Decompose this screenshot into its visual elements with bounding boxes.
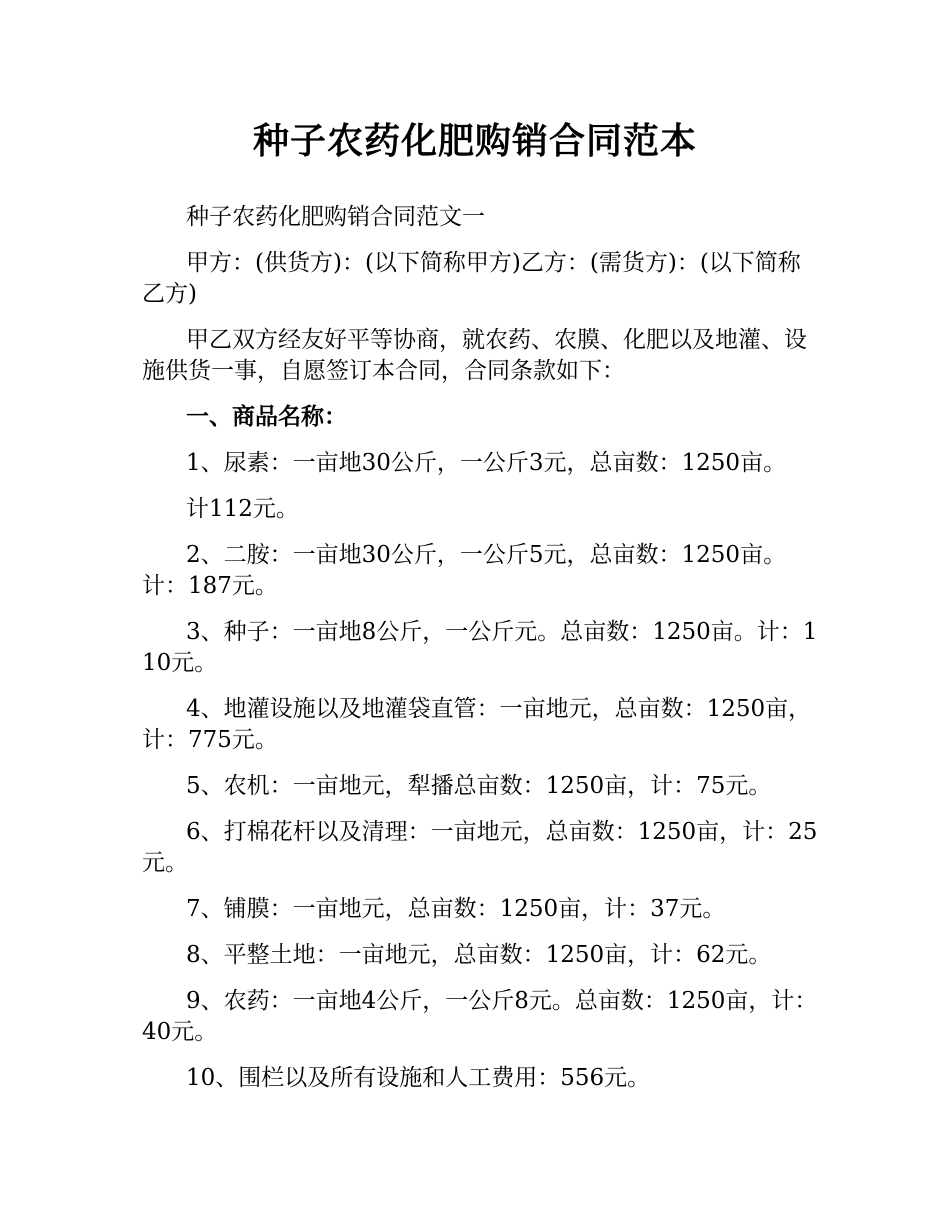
paragraph-parties: 甲方：(供货方)：(以下简称甲方)乙方：(需货方)：(以下简称乙方) [142, 250, 801, 307]
list-item: 2、二胺：一亩地30公斤，一公斤5元，总亩数：1250亩。计：187元。 [142, 542, 787, 599]
section-heading: 一、商品名称： [186, 404, 347, 430]
list-item: 5、农机：一亩地元，犁播总亩数：1250亩，计：75元。 [186, 773, 772, 799]
list-item: 3、种子：一亩地8公斤，一公斤元。总亩数：1250亩。计：110元。 [142, 619, 818, 676]
paragraph-subtitle: 种子农药化肥购销合同范文一 [186, 204, 485, 230]
list-item: 1、尿素：一亩地30公斤，一公斤3元，总亩数：1250亩。 [186, 450, 787, 476]
list-item: 9、农药：一亩地4公斤，一公斤8元。总亩数：1250亩，计：40元。 [142, 988, 818, 1045]
list-item: 8、平整土地：一亩地元，总亩数：1250亩，计：62元。 [186, 942, 772, 968]
list-item: 7、铺膜：一亩地元，总亩数：1250亩，计：37元。 [186, 896, 726, 922]
document-body [142, 202, 822, 1109]
document-title: 种子农药化肥购销合同范本 [252, 121, 697, 162]
list-item: 6、打棉花杆以及清理：一亩地元，总亩数：1250亩，计：25元。 [142, 819, 818, 876]
list-item: 10、围栏以及所有设施和人工费用：556元。 [186, 1065, 651, 1091]
paragraph-intro: 甲乙双方经友好平等协商，就农药、农膜、化肥以及地灌、设施供货一事，自愿签订本合同，合同条款如下： [142, 327, 807, 384]
list-item: 计112元。 [186, 496, 299, 522]
list-item: 4、地灌设施以及地灌袋直管：一亩地元，总亩数：1250亩，计：775元。 [142, 696, 812, 753]
